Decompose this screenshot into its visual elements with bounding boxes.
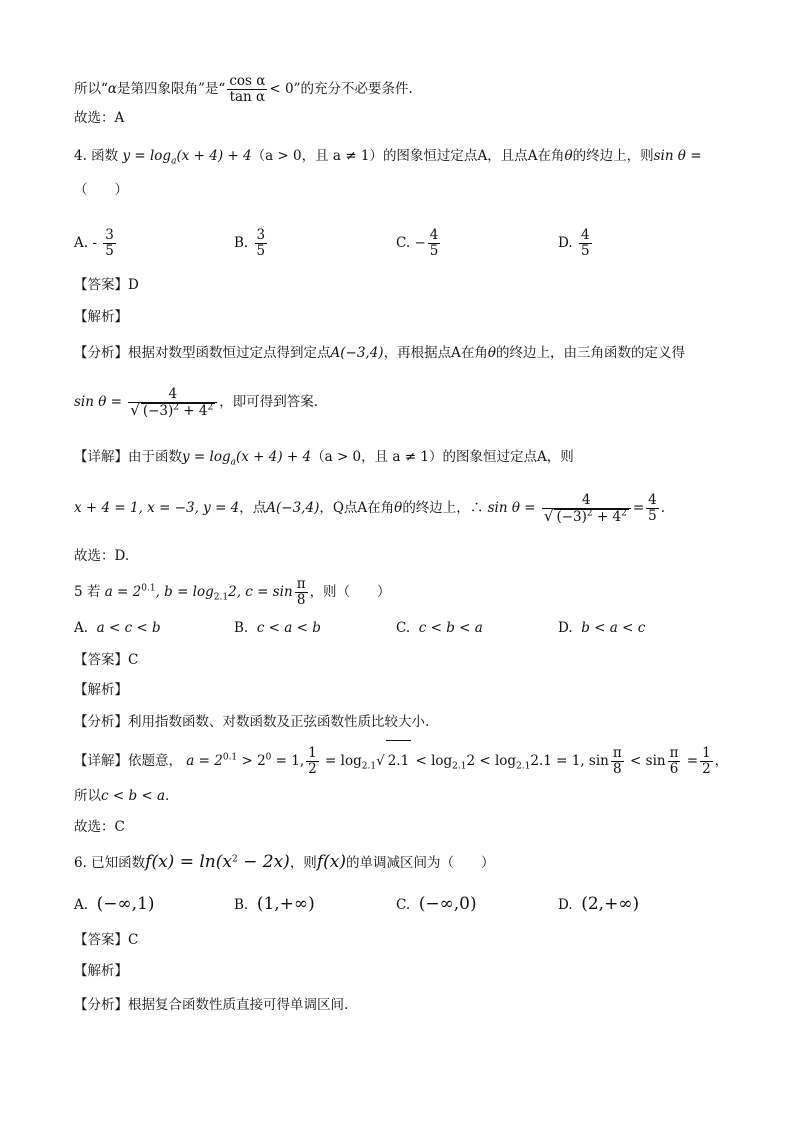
alpha-symbol: α — [107, 81, 118, 97]
q6-option-d: D. (2,+∞) — [558, 894, 640, 914]
analysis-heading-6: 【解析】 — [74, 963, 128, 979]
analysis-heading-5: 【解析】 — [74, 682, 128, 698]
question-6: 6. 已知函数$f(x) = \ln(x^2 - 2x)$，则f(x)的单调减区间为（ ） — [74, 852, 495, 872]
detail-5: 【详解】依题意， $a = 2^{0.1} > 2^0 = 1$, $\frac{1}{2}$ = $\log_{2.1}√$ $2.1 < \log_{2.1}2 < \log_{2.1}2.1 = 1$, sin $\frac{\pi}{8}$ < sin $\frac{\pi}{6}$ = $\frac{1}{2}$ ， — [74, 740, 728, 781]
question-4-paren: （ ） — [74, 182, 128, 198]
line-conclusion — [74, 74, 413, 105]
answer-6: 【答案】C — [74, 932, 139, 948]
q5-option-a: A. a < c < b — [74, 620, 161, 636]
math: < 0 — [269, 81, 294, 97]
question-5: 5 若 $a = 2^{0.1}$, $b = \log_{2.1}2$, c = sin $\frac{\pi}{8}$ ，则（ ） — [74, 576, 391, 608]
so-5: 所以c < b < a. — [74, 788, 170, 804]
analysis-5: 【分析】利用指数函数、对数函数及正弦函数性质比较大小. — [74, 714, 430, 730]
text: 所以“ — [74, 81, 108, 97]
answer-4: 【答案】D — [74, 277, 139, 293]
math: (x + 4) + 4 — [176, 148, 252, 164]
q6-option-b: B. (1,+∞) — [234, 894, 315, 914]
q6-option-a: A. (−∞,1) — [74, 894, 155, 914]
q4-option-c: C. − $\frac{4}{5}$ — [396, 227, 439, 259]
detail-4-computation: x + 4 = 1, x = −3, y = 4，点A(−3,4)，Q点A在角θ的终边上，∴ sin θ = $\frac{4}{√ (-3)^2 + 4^2}$ = $\frac{4}{5}$ . — [74, 491, 666, 525]
condition: （a > 0，且 a ≠ 1） — [251, 148, 383, 164]
q6-option-c: C. (−∞,0) — [396, 894, 477, 914]
q4-option-b: B. $\frac{3}{5}$ — [234, 227, 266, 259]
text: 是第四象限角”是“ — [117, 81, 226, 97]
detail-4: 【详解】由于函数$y = \log_a(x + 4) + 4(a > 0$，且 a ≠ 1）的图象恒过定点A，则 — [74, 449, 574, 468]
fraction-sin: $\frac{4}{√ (-3)^2 + 4^2}$ — [128, 387, 217, 419]
q4-option-a: A. - $\frac{3}{5}$ — [74, 227, 114, 259]
math: y = log — [122, 148, 172, 164]
answer-5: 【答案】C — [74, 652, 139, 668]
choose-5: 故选：C — [74, 819, 125, 835]
choose-4: 故选：D. — [74, 548, 130, 564]
question-4: 4. 函数 $y = \log_a(x + 4) + 4(a > 0$，且 a ≠ 1）的图象恒过定点A，且点A在角θ的终边上，则sin θ = — [74, 148, 702, 167]
q5-option-b: B. c < a < b — [234, 620, 321, 636]
analysis-4: 【分析】根据对数型函数恒过定点得到定点A(−3,4)，再根据点A在角θ的终边上，由三角函数的定义得 — [74, 345, 685, 361]
analysis-heading-4: 【解析】 — [74, 309, 128, 325]
q5-option-d: D. b < a < c — [558, 620, 646, 636]
q4-option-d: D. $\frac{4}{5}$ — [558, 227, 590, 259]
analysis-6: 【分析】根据复合函数性质直接可得单调区间. — [74, 997, 349, 1013]
text: ”的充分不必要条件. — [293, 81, 413, 97]
q5-option-c: C. c < b < a — [396, 620, 483, 636]
choose-line-3: 故选：A — [74, 110, 125, 126]
sin-formula-line: sin θ = $\frac{4}{√ (-3)^2 + 4^2}$ ，即可得到答案. — [74, 385, 319, 419]
fraction-cos-tan: $\frac{\text{cos α}}{\text{tan α}}$ — [229, 73, 266, 105]
